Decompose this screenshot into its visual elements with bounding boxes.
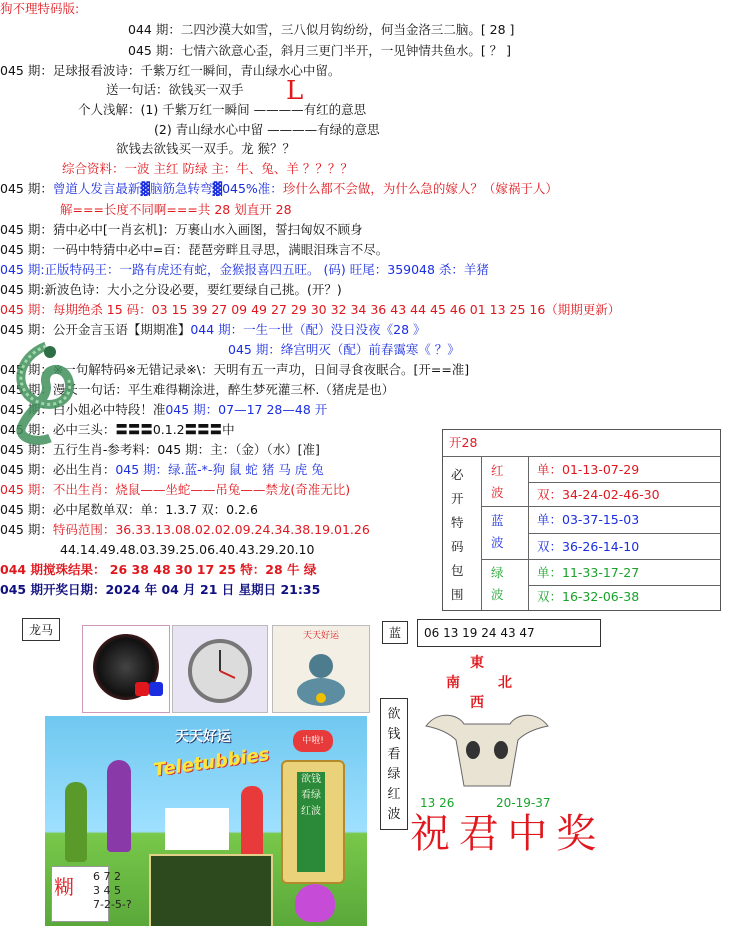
label-char: 围 [451,587,464,602]
riddle-solution: 解===长度不同啊===共 28 划直开 28 [60,202,292,217]
callout-char: 钱 [387,727,401,742]
red-l-mark: L [286,76,304,106]
skull-image [418,650,556,812]
callout-numbers: 06 13 19 24 43 47 [417,619,601,647]
row-divider [529,482,720,483]
teletubby-red [241,786,263,858]
red-wave-label [491,460,504,504]
one-code-line: 045 期：一码中特猜中必中=百：琵琶旁畔且寻思，满眼泪珠言不尽。 [0,242,389,257]
combined-info: 综合资料：一波 主红 防绿 主：牛、兔、羊 ？？？？ [62,161,353,176]
king-line: 045 期:正版特码王：一路有虎还有蛇，金猴报喜四五旺。 (码) 旺尾：359048 杀：羊猪 [0,262,489,277]
blue-dot-icon [149,682,163,696]
wave-table-color-col [482,457,529,610]
label-char: 包 [451,563,464,578]
wave-char: 蓝 [491,513,504,528]
skull-nums-left: 13 26 [420,796,455,810]
label-char: 特 [451,515,464,530]
zhongqi-badge: 中啦! [293,730,333,752]
wave-char: 波 [491,535,504,550]
range-values-cont: 44.14.49.48.03.39.25.06.40.43.29.20.10 [60,542,315,557]
callout-blue: 蓝 [382,621,408,644]
analysis-2: (2) 青山绿水心中留 ————有绿的意思 [154,122,380,137]
wave-char: 波 [491,587,504,602]
poem-044: 044 期：二四沙漠大如雪，三八似月钩纷纷，何当金洛三二脑。[ 28 ] [128,22,515,37]
five-elements-line: 045 期：五行生肖-参考料：045 期：主：（金）（水）[准] [0,442,320,457]
range-line [0,521,370,539]
analysis-1: 个人浅解：(1) 千紫万红一瞬间 ————有红的意思 [78,102,367,117]
huan-number-row: 6 7 2 [93,870,121,883]
poem-045: 045 期：七情六欲意心歪，斜月三更门半开，一见钟情共鱼水。[ ？ ] [128,43,512,58]
golden-words-044: 044 期：一生一世（配）没日没夜《28 》 [190,322,426,337]
golden-words-045: 045 期：绛宫明灭（配）前春霭寒《 ？》 [228,342,460,357]
history-board [149,854,273,926]
buddha-image [272,625,370,713]
tail-line: 045 期：必中尾数单双：单：1.3.7 双：0.2.6 [0,502,258,517]
draw-date: 045 期开奖日期：2024 年 04 月 21 日 星期日 21:35 [0,582,321,597]
dragon-horse-image [82,625,170,713]
golden-words-line [0,321,426,339]
one-sentence-line: 045 期：※一句解特码※无错记录※\：天明有五一声功，日间寻食夜眠合。[开==准] [0,362,470,377]
label-char: 必 [451,467,464,482]
label-char: 码 [451,539,464,554]
wave-table [442,429,721,611]
want-money: 欲钱去欲钱买一双手。龙 猴？？ [116,141,295,156]
riddle-answer: 珍什么都不会做，为什么急的嫁人？（嫁祸于人） [282,181,558,196]
three-heads-line: 045 期：必中三头：〓〓〓0.1.2〓〓〓中 [0,422,235,437]
teletubby-purple [107,760,131,852]
guess-line: 045 期：猜中必中[一肖玄机]：万裹山水入画图，誓扫匈奴不顾身 [0,222,363,237]
golden-words-prefix: 045 期：公开金言玉语【期期准】 [0,322,191,337]
callout-char: 波 [387,807,401,822]
saying: 送一句话：欲钱买一双手 [106,82,244,97]
wave-table-header [443,430,720,457]
teletubby-green [65,782,87,862]
red-even-row: 双：34-24-02-46-30 [537,487,660,502]
callout-char: 看 [387,747,401,762]
wave-char: 波 [491,485,504,500]
green-odd-row: 单：11-33-17-27 [537,565,640,580]
callout-char: 欲 [387,707,401,722]
callout-char: 红 [387,787,401,802]
plaque-text: 欲钱看绿红波 [297,772,325,872]
callout-vertical [380,698,408,830]
riddle-text: 曾道人发言最新▓脑筋急转弯▓045%准： [52,181,283,196]
bull-skull-icon [418,706,556,796]
row-divider [482,559,720,560]
row-divider [529,585,720,586]
wave-poem-line: 045 期:新波色诗：大小之分设必要，要红要绿自己挑。(开？) [0,282,342,297]
blue-wave-label [491,510,504,554]
blank-screen [165,808,229,850]
special-range-values: 045 期：07—17 28—48 开 [165,402,328,417]
red-dot-icon [135,682,149,696]
kill-codes-line: 045 期：每期绝杀 15 码：03 15 39 27 09 49 27 29 30 32 34 36 43 44 45 46 01 13 25 16（期期更新） [0,302,621,317]
green-wave-label [491,562,504,606]
huan-char: 糊 [54,875,74,899]
range-values: 特码范围：36.33.13.08.02.02.09.24.34.38.19.01.26 [52,522,370,537]
congrats-stamp: 祝 君 中 奖 [410,811,595,857]
callout-char: 绿 [387,767,401,782]
row-divider [529,533,720,534]
wave-char: 红 [491,463,504,478]
red-odd-row: 单：01-13-07-29 [537,462,640,477]
wave-char: 绿 [491,565,504,580]
blue-odd-row: 单：03-37-15-03 [537,512,640,527]
wave-table-open: 开28 [449,435,478,450]
riddle-prefix: 045 期： [0,181,53,196]
compass-north: 北 [498,675,512,691]
draw-result: 044 期搅珠结果： 26 38 48 30 17 25 特：28 牛 绿 [0,562,317,577]
tiantian-banner: 天天好运 [302,631,339,641]
tiantian-title: 天天好运 [175,729,231,745]
wave-table-label [451,463,471,607]
compass-west: 西 [470,695,484,711]
skull-nums-right: 20-19-37 [496,796,551,810]
teletubbies-logo: Teletubbies [152,743,271,782]
page-title: 狗不理特码版: [0,1,80,16]
range-prefix: 045 期： [0,522,53,537]
teletubbies-image [45,716,367,926]
long-sentence-line: 045 期：漫长一句话：平生难得糊涂进，醉生梦死灌三杯.（猪虎是也） [0,382,395,397]
compass-south: 南 [446,675,460,691]
football-poem: 045 期：足球报看波诗：千紫万红一瞬间，青山绿水心中留。 [0,63,341,78]
clock-icon [173,626,267,712]
callout-dragon-horse: 龙马 [22,618,60,641]
must-zodiac-line [0,461,324,479]
must-zodiac-values: 045 期：绿.蓝-*-狗 鼠 蛇 猪 马 虎 兔 [115,462,324,477]
row-divider [482,506,720,507]
green-even-row: 双：16-32-06-38 [537,589,640,604]
clock-image [172,625,268,713]
special-range-prefix: 045 期：白小姐必中特段！准 [0,402,166,417]
compass-east: 東 [470,655,484,671]
huan-numbers [93,870,132,912]
lotus-icon [295,884,335,922]
not-zodiac-line: 045 期：不出生肖：烧鼠——坐蛇——吊兔——禁龙(奇准无比) [0,482,351,497]
label-char: 开 [451,491,464,506]
scroll-plaque [281,760,345,884]
blue-even-row: 双：36-26-14-10 [537,539,640,554]
riddle-line [0,180,558,198]
dragon-illustration [6,338,88,448]
must-zodiac-prefix: 045 期：必出生肖： [0,462,116,477]
huan-number-row: 7-2-5-? [93,898,132,911]
huan-number-row: 3 4 5 [93,884,121,897]
